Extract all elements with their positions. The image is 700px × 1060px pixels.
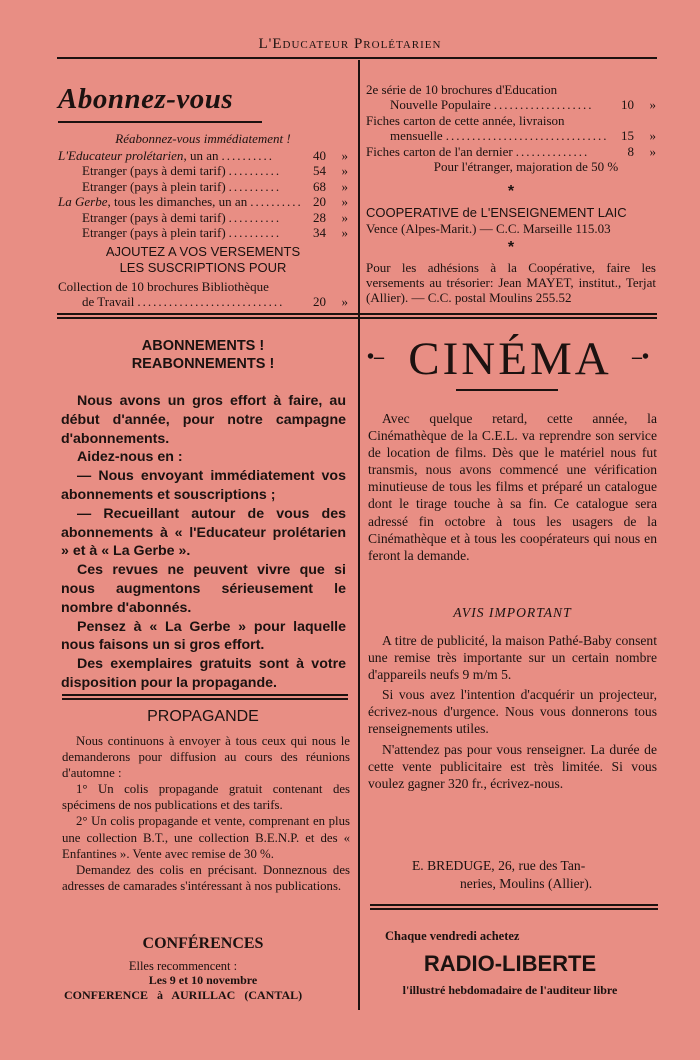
abonnements-paragraph: — Recueillant autour de vous des abonnements à « l'Educateur prolétarien » et à « La Gerbe ». <box>61 505 346 560</box>
propagande-paragraph: Nous continuons à envoyer à tous ceux qui nous le demanderons pour diffusion au cours des réunions d'automne : <box>62 734 350 781</box>
price-unit: » <box>649 143 656 159</box>
brochures-list <box>366 82 656 174</box>
price-row: Etranger (pays à plein tarif) .......... 68 » <box>82 178 348 194</box>
collection-label: Collection de 10 brochures Bibliothèque <box>58 279 269 294</box>
abonnements-paragraph: Pensez à « La Gerbe » pour laquelle nous faisons un si gros effort. <box>61 618 346 654</box>
ajoutez-line: LES SUSCRIPTIONS POUR <box>119 259 287 275</box>
conferences-dates: Les 9 et 10 novembre <box>148 973 258 987</box>
cinema-paragraph: Avec quelque retard, cette année, la Cinémathèque de la C.E.L. va reprendre son service de location de films. Dès que le matériel nous fut transmis, nous avons commencé une vérification minutieuse de tous les films et préparé un catalogue dont le tirage touche à sa fin. Ce catalogue sera adressé fin octobre à tous les usagers de la Cinémathèque et à tous les coopérateurs qui nous en feront la demande. <box>368 411 657 563</box>
fiches-label: mensuelle <box>390 128 443 144</box>
price-unit: » <box>341 209 348 225</box>
collection-item <box>58 279 348 310</box>
price-label: Etranger (pays à plein tarif) <box>82 225 226 241</box>
ajoutez-line: AJOUTEZ A VOS VERSEMENTS <box>105 244 301 259</box>
dash-ornament: –• <box>632 346 650 368</box>
coop-block <box>366 205 656 237</box>
abonnements-paragraph: Des exemplaires gratuits sont à votre disposition pour la propagande. <box>61 656 346 691</box>
section-rule <box>370 904 658 906</box>
section-rule <box>370 908 658 910</box>
propagande-paragraph: 1° Un colis propagande gratuit contenant des spécimens de nos publications et des tarifs. <box>62 782 350 813</box>
coop-name: COOPERATIVE de L'ENSEIGNEMENT LAIC <box>366 205 627 220</box>
abonnez-title-underline <box>58 121 262 123</box>
radio-title: RADIO-LIBERTE <box>423 951 597 976</box>
price-unit: » <box>341 163 348 179</box>
price-unit: » <box>341 294 348 310</box>
price-row: La Gerbe, tous les dimanches, un an .......... 20 » <box>58 194 348 210</box>
price-value: 68 <box>313 178 326 194</box>
propagande-paragraph: Demandez des colis en précisant. Donneznous des adresses de camarades s'intéressant à nos publications. <box>62 862 350 893</box>
serie-label: Nouvelle Populaire <box>390 97 491 113</box>
collection-label: de Travail <box>82 294 135 310</box>
abonnez-title: Abonnez-vous <box>58 83 234 115</box>
fiches-label: Fiches carton de l'an dernier <box>366 143 513 159</box>
price-label: La Gerbe <box>58 194 108 210</box>
conferences-line: Elles recommencent : <box>128 959 238 973</box>
propagande-paragraph: 2° Un colis propagande et vente, comprenant en plus une collection B.T., une collection B.E.N.P. et des « Enfantines ». Vente avec remise de 30 %. <box>62 814 350 861</box>
price-row: Etranger (pays à plein tarif) .......... 34 » <box>82 225 348 241</box>
cinema-signature <box>368 857 657 893</box>
price-value: 28 <box>313 209 326 225</box>
price-label: Etranger (pays à plein tarif) <box>82 178 226 194</box>
dash-ornament: •– <box>367 346 385 368</box>
price-unit: » <box>341 178 348 194</box>
cinema-paragraph: N'attendez pas pour vous renseigner. La durée de cette vente publicitaire est très limitée. Si vous voulez gagner 320 fr., écrivez-nous. <box>368 741 657 791</box>
price-value: 20 <box>313 194 326 210</box>
etranger-note: Pour l'étranger, majoration de 50 % <box>433 159 619 175</box>
abonnements-paragraph: — Nous envoyant immédiatement vos abonnements et souscriptions ; <box>61 468 346 503</box>
cinema-paragraph: A titre de publicité, la maison Pathé-Baby consent une remise très importante sur un certain nombre d'appareils neufs 9 m/m 5. <box>368 633 657 683</box>
fiches-label: Fiches carton de cette année, livraison <box>366 112 565 128</box>
price-value: 34 <box>313 225 326 241</box>
price-value: 8 <box>627 143 634 159</box>
price-label: Etranger (pays à demi tarif) <box>82 209 226 225</box>
price-unit: » <box>341 194 348 210</box>
serie-label: 2e série de 10 brochures d'Education <box>366 82 558 97</box>
running-header: L'Educateur Prolétarien <box>258 36 442 52</box>
cinema-body <box>368 410 657 564</box>
price-value: 54 <box>313 163 326 179</box>
serie-row: Nouvelle Populaire ................... 10 » <box>390 97 656 113</box>
price-unit: » <box>341 225 348 241</box>
radio-subtitle: l'illustré hebdomadaire de l'auditeur libre <box>402 983 618 997</box>
section-rule <box>62 694 348 696</box>
column-divider <box>358 60 360 1010</box>
cinema-title: CINÉMA <box>408 333 612 385</box>
section-rule <box>62 698 348 700</box>
price-row: Etranger (pays à demi tarif) .......... 54 » <box>82 163 348 179</box>
signature-line: E. BREDUGE, 26, rue des Tan- <box>412 858 586 873</box>
cinema-paragraph: Si vous avez l'intention d'acquérir un projecteur, écrivez-nous d'urgence. Nous vous donnerons tous renseignements utiles. <box>368 687 657 737</box>
price-value: 40 <box>313 148 326 163</box>
avis-heading: AVIS IMPORTANT <box>453 605 572 620</box>
cinema-underline <box>456 389 558 391</box>
radio-tagline: Chaque vendredi achetez <box>385 929 520 943</box>
abonnements-body <box>61 392 346 693</box>
price-value: 10 <box>621 97 634 113</box>
abonnements-paragraph: Aidez-nous en : <box>77 449 183 466</box>
price-unit: » <box>649 128 656 144</box>
propagande-body <box>62 733 350 894</box>
abonnements-paragraph: Ces revues ne peuvent vivre que si nous augmentons sérieusement le nombre d'abonnés. <box>61 562 346 616</box>
abonnements-title: ABONNEMENTS ! <box>141 338 265 354</box>
price-list <box>58 148 348 240</box>
propagande-title: PROPAGANDE <box>147 708 259 725</box>
cinema-body-2 <box>368 632 657 792</box>
fiches-row: mensuelle ............................... 15 » <box>390 128 656 144</box>
price-label: L'Educateur prolétarien <box>58 148 184 163</box>
conferences-title: CONFÉRENCES <box>142 935 264 952</box>
abonnements-paragraph: Nous avons un gros effort à faire, au début d'année, pour notre campagne d'abonnements. <box>61 393 346 447</box>
price-row: L'Educateur prolétarien, un an .......... 40 » <box>58 148 348 163</box>
price-unit: » <box>649 97 656 113</box>
star-divider: * <box>507 239 515 256</box>
price-value: 15 <box>621 128 634 144</box>
price-row: Etranger (pays à demi tarif) .......... 28 » <box>82 209 348 225</box>
conferences-location: CONFERENCE à AURILLAC (CANTAL) <box>64 988 303 1002</box>
star-divider: * <box>507 183 515 200</box>
adhesion-text: Pour les adhésions à la Coopérative, faire les versements au trésorier: Jean MAYET, institut., Terjat (Allier). — C.C. postal Moulins 255.52 <box>366 260 656 306</box>
header-rule <box>57 57 657 59</box>
reabonnements-title: REABONNEMENTS ! <box>131 356 275 372</box>
abonnez-subtitle: Réabonnez-vous immédiatement ! <box>115 131 291 146</box>
section-rule <box>57 317 657 319</box>
signature-line: neries, Moulins (Allier). <box>460 876 593 891</box>
collection-row: de Travail ............................ 20 » <box>82 294 348 310</box>
price-label: Etranger (pays à demi tarif) <box>82 163 226 179</box>
section-rule <box>57 313 657 315</box>
abonnements-heading <box>58 337 348 373</box>
price-unit: » <box>341 148 348 163</box>
ajoutez-heading <box>58 244 348 275</box>
price-value: 20 <box>313 294 326 310</box>
fiches-last-row: Fiches carton de l'an dernier .............. 8 » <box>366 143 656 159</box>
coop-address: Vence (Alpes-Marit.) — C.C. Marseille 115.03 <box>366 221 611 236</box>
